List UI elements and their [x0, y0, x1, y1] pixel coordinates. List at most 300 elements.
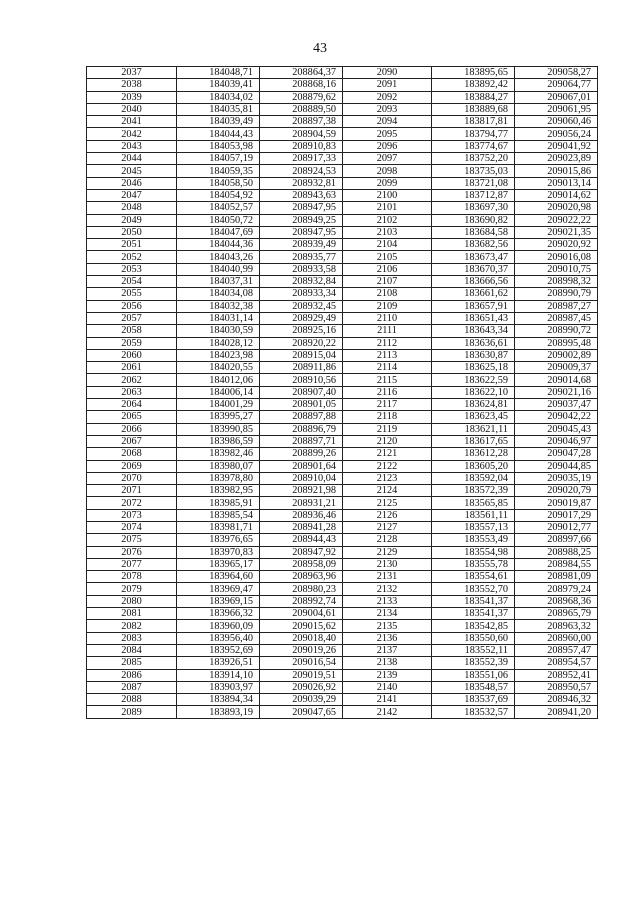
- table-row: [87, 460, 598, 472]
- y-coordinate-cell: 208958,09: [260, 558, 343, 570]
- point-number-cell: 2085: [87, 657, 177, 669]
- point-number-cell: 2066: [87, 423, 177, 435]
- y-coordinate-cell: 208990,79: [515, 288, 598, 300]
- point-number-cell: 2080: [87, 595, 177, 607]
- x-coordinate-cell: 183565,85: [432, 497, 515, 509]
- y-coordinate-cell: 208910,04: [260, 472, 343, 484]
- y-coordinate-cell: 209056,24: [515, 128, 598, 140]
- y-coordinate-cell: 209039,29: [260, 694, 343, 706]
- y-coordinate-cell: 209041,92: [515, 140, 598, 152]
- x-coordinate-cell: 183690,82: [432, 214, 515, 226]
- point-number-cell: 2104: [343, 239, 432, 251]
- point-number-cell: 2051: [87, 239, 177, 251]
- y-coordinate-cell: 208952,41: [515, 669, 598, 681]
- x-coordinate-cell: 183673,47: [432, 251, 515, 263]
- point-number-cell: 2048: [87, 202, 177, 214]
- x-coordinate-cell: 184052,57: [177, 202, 260, 214]
- point-number-cell: 2103: [343, 226, 432, 238]
- y-coordinate-cell: 208979,24: [515, 583, 598, 595]
- point-number-cell: 2099: [343, 177, 432, 189]
- x-coordinate-cell: 183893,19: [177, 706, 260, 718]
- x-coordinate-cell: 183612,28: [432, 448, 515, 460]
- x-coordinate-cell: 183982,46: [177, 448, 260, 460]
- table-row: [87, 251, 598, 263]
- x-coordinate-cell: 184043,26: [177, 251, 260, 263]
- x-coordinate-cell: 184050,72: [177, 214, 260, 226]
- point-number-cell: 2088: [87, 694, 177, 706]
- x-coordinate-cell: 183712,87: [432, 189, 515, 201]
- y-coordinate-cell: 208921,98: [260, 485, 343, 497]
- point-number-cell: 2128: [343, 534, 432, 546]
- y-coordinate-cell: 208946,32: [515, 694, 598, 706]
- point-number-cell: 2118: [343, 411, 432, 423]
- point-number-cell: 2142: [343, 706, 432, 718]
- x-coordinate-cell: 183605,20: [432, 460, 515, 472]
- table-row: [87, 435, 598, 447]
- point-number-cell: 2096: [343, 140, 432, 152]
- x-coordinate-cell: 183670,37: [432, 263, 515, 275]
- table-row: [87, 399, 598, 411]
- y-coordinate-cell: 209016,54: [260, 657, 343, 669]
- point-number-cell: 2064: [87, 399, 177, 411]
- x-coordinate-cell: 183624,81: [432, 399, 515, 411]
- table-row: [87, 116, 598, 128]
- x-coordinate-cell: 183661,62: [432, 288, 515, 300]
- table-row: [87, 644, 598, 656]
- table-row: [87, 214, 598, 226]
- point-number-cell: 2109: [343, 300, 432, 312]
- table-row: [87, 608, 598, 620]
- x-coordinate-cell: 183554,61: [432, 571, 515, 583]
- table-row: [87, 534, 598, 546]
- x-coordinate-cell: 183969,15: [177, 595, 260, 607]
- x-coordinate-cell: 183889,68: [432, 103, 515, 115]
- x-coordinate-cell: 183752,20: [432, 153, 515, 165]
- x-coordinate-cell: 183985,54: [177, 509, 260, 521]
- table-row: [87, 485, 598, 497]
- y-coordinate-cell: 209019,51: [260, 669, 343, 681]
- point-number-cell: 2068: [87, 448, 177, 460]
- x-coordinate-cell: 183986,59: [177, 435, 260, 447]
- y-coordinate-cell: 208987,45: [515, 312, 598, 324]
- table-row: [87, 263, 598, 275]
- point-number-cell: 2071: [87, 485, 177, 497]
- point-number-cell: 2092: [343, 91, 432, 103]
- point-number-cell: 2124: [343, 485, 432, 497]
- x-coordinate-cell: 184031,14: [177, 312, 260, 324]
- point-number-cell: 2100: [343, 189, 432, 201]
- x-coordinate-cell: 184039,49: [177, 116, 260, 128]
- table-row: [87, 583, 598, 595]
- table-row: [87, 362, 598, 374]
- table-row: [87, 226, 598, 238]
- y-coordinate-cell: 208901,64: [260, 460, 343, 472]
- y-coordinate-cell: 208901,05: [260, 399, 343, 411]
- point-number-cell: 2102: [343, 214, 432, 226]
- y-coordinate-cell: 209019,87: [515, 497, 598, 509]
- x-coordinate-cell: 183552,39: [432, 657, 515, 669]
- point-number-cell: 2105: [343, 251, 432, 263]
- table-row: [87, 312, 598, 324]
- point-number-cell: 2055: [87, 288, 177, 300]
- y-coordinate-cell: 209061,95: [515, 103, 598, 115]
- y-coordinate-cell: 209004,61: [260, 608, 343, 620]
- point-number-cell: 2094: [343, 116, 432, 128]
- y-coordinate-cell: 208917,33: [260, 153, 343, 165]
- point-number-cell: 2125: [343, 497, 432, 509]
- table-row: [87, 140, 598, 152]
- x-coordinate-cell: 184040,99: [177, 263, 260, 275]
- point-number-cell: 2046: [87, 177, 177, 189]
- x-coordinate-cell: 183982,95: [177, 485, 260, 497]
- point-number-cell: 2116: [343, 386, 432, 398]
- x-coordinate-cell: 183981,71: [177, 521, 260, 533]
- x-coordinate-cell: 184044,43: [177, 128, 260, 140]
- y-coordinate-cell: 208933,34: [260, 288, 343, 300]
- y-coordinate-cell: 208957,47: [515, 644, 598, 656]
- y-coordinate-cell: 208941,20: [515, 706, 598, 718]
- x-coordinate-cell: 183684,58: [432, 226, 515, 238]
- y-coordinate-cell: 208932,84: [260, 276, 343, 288]
- x-coordinate-cell: 183960,09: [177, 620, 260, 632]
- point-number-cell: 2113: [343, 349, 432, 361]
- y-coordinate-cell: 209058,27: [515, 67, 598, 79]
- y-coordinate-cell: 208947,95: [260, 202, 343, 214]
- x-coordinate-cell: 183970,83: [177, 546, 260, 558]
- y-coordinate-cell: 208920,22: [260, 337, 343, 349]
- table-row: [87, 620, 598, 632]
- y-coordinate-cell: 208932,81: [260, 177, 343, 189]
- y-coordinate-cell: 208911,86: [260, 362, 343, 374]
- y-coordinate-cell: 209021,35: [515, 226, 598, 238]
- point-number-cell: 2141: [343, 694, 432, 706]
- y-coordinate-cell: 209042,22: [515, 411, 598, 423]
- point-number-cell: 2061: [87, 362, 177, 374]
- table-row: [87, 472, 598, 484]
- x-coordinate-cell: 184020,55: [177, 362, 260, 374]
- point-number-cell: 2065: [87, 411, 177, 423]
- x-coordinate-cell: 183532,57: [432, 706, 515, 718]
- table-row: [87, 595, 598, 607]
- point-number-cell: 2086: [87, 669, 177, 681]
- table-row: [87, 706, 598, 718]
- y-coordinate-cell: 209010,75: [515, 263, 598, 275]
- x-coordinate-cell: 183952,69: [177, 644, 260, 656]
- x-coordinate-cell: 184012,06: [177, 374, 260, 386]
- y-coordinate-cell: 208924,53: [260, 165, 343, 177]
- point-number-cell: 2136: [343, 632, 432, 644]
- y-coordinate-cell: 209019,26: [260, 644, 343, 656]
- x-coordinate-cell: 183682,56: [432, 239, 515, 251]
- point-number-cell: 2083: [87, 632, 177, 644]
- table-row: [87, 177, 598, 189]
- y-coordinate-cell: 209046,97: [515, 435, 598, 447]
- y-coordinate-cell: 208889,50: [260, 103, 343, 115]
- point-number-cell: 2119: [343, 423, 432, 435]
- y-coordinate-cell: 209009,37: [515, 362, 598, 374]
- y-coordinate-cell: 208897,38: [260, 116, 343, 128]
- x-coordinate-cell: 184047,69: [177, 226, 260, 238]
- y-coordinate-cell: 209015,86: [515, 165, 598, 177]
- point-number-cell: 2054: [87, 276, 177, 288]
- table-row: [87, 79, 598, 91]
- y-coordinate-cell: 208947,95: [260, 226, 343, 238]
- point-number-cell: 2060: [87, 349, 177, 361]
- y-coordinate-cell: 208941,28: [260, 521, 343, 533]
- point-number-cell: 2037: [87, 67, 177, 79]
- y-coordinate-cell: 208933,58: [260, 263, 343, 275]
- x-coordinate-cell: 183551,06: [432, 669, 515, 681]
- point-number-cell: 2138: [343, 657, 432, 669]
- y-coordinate-cell: 209017,29: [515, 509, 598, 521]
- y-coordinate-cell: 208963,96: [260, 571, 343, 583]
- x-coordinate-cell: 183554,98: [432, 546, 515, 558]
- point-number-cell: 2137: [343, 644, 432, 656]
- point-number-cell: 2095: [343, 128, 432, 140]
- y-coordinate-cell: 208984,55: [515, 558, 598, 570]
- y-coordinate-cell: 209037,47: [515, 399, 598, 411]
- y-coordinate-cell: 208897,88: [260, 411, 343, 423]
- point-number-cell: 2114: [343, 362, 432, 374]
- point-number-cell: 2079: [87, 583, 177, 595]
- y-coordinate-cell: 208931,21: [260, 497, 343, 509]
- y-coordinate-cell: 208925,16: [260, 325, 343, 337]
- x-coordinate-cell: 183978,80: [177, 472, 260, 484]
- y-coordinate-cell: 208864,37: [260, 67, 343, 79]
- point-number-cell: 2041: [87, 116, 177, 128]
- point-number-cell: 2084: [87, 644, 177, 656]
- y-coordinate-cell: 209016,08: [515, 251, 598, 263]
- x-coordinate-cell: 183926,51: [177, 657, 260, 669]
- y-coordinate-cell: 208988,25: [515, 546, 598, 558]
- x-coordinate-cell: 184034,08: [177, 288, 260, 300]
- y-coordinate-cell: 208897,71: [260, 435, 343, 447]
- y-coordinate-cell: 209067,01: [515, 91, 598, 103]
- x-coordinate-cell: 183643,34: [432, 325, 515, 337]
- x-coordinate-cell: 183990,85: [177, 423, 260, 435]
- x-coordinate-cell: 183666,56: [432, 276, 515, 288]
- y-coordinate-cell: 209045,43: [515, 423, 598, 435]
- y-coordinate-cell: 208954,57: [515, 657, 598, 669]
- point-number-cell: 2106: [343, 263, 432, 275]
- point-number-cell: 2132: [343, 583, 432, 595]
- y-coordinate-cell: 209047,65: [260, 706, 343, 718]
- x-coordinate-cell: 183542,85: [432, 620, 515, 632]
- x-coordinate-cell: 183969,47: [177, 583, 260, 595]
- point-number-cell: 2121: [343, 448, 432, 460]
- x-coordinate-cell: 183884,27: [432, 91, 515, 103]
- y-coordinate-cell: 208968,36: [515, 595, 598, 607]
- x-coordinate-cell: 183735,03: [432, 165, 515, 177]
- x-coordinate-cell: 183817,81: [432, 116, 515, 128]
- y-coordinate-cell: 209020,79: [515, 485, 598, 497]
- point-number-cell: 2133: [343, 595, 432, 607]
- y-coordinate-cell: 208904,59: [260, 128, 343, 140]
- x-coordinate-cell: 184057,19: [177, 153, 260, 165]
- point-number-cell: 2131: [343, 571, 432, 583]
- x-coordinate-cell: 184048,71: [177, 67, 260, 79]
- point-number-cell: 2127: [343, 521, 432, 533]
- table-row: [87, 632, 598, 644]
- point-number-cell: 2123: [343, 472, 432, 484]
- point-number-cell: 2053: [87, 263, 177, 275]
- point-number-cell: 2082: [87, 620, 177, 632]
- y-coordinate-cell: 208907,40: [260, 386, 343, 398]
- point-number-cell: 2050: [87, 226, 177, 238]
- y-coordinate-cell: 208980,23: [260, 583, 343, 595]
- x-coordinate-cell: 183956,40: [177, 632, 260, 644]
- point-number-cell: 2038: [87, 79, 177, 91]
- x-coordinate-cell: 183895,65: [432, 67, 515, 79]
- point-number-cell: 2135: [343, 620, 432, 632]
- point-number-cell: 2093: [343, 103, 432, 115]
- y-coordinate-cell: 209035,19: [515, 472, 598, 484]
- point-number-cell: 2044: [87, 153, 177, 165]
- y-coordinate-cell: 209023,89: [515, 153, 598, 165]
- y-coordinate-cell: 208947,92: [260, 546, 343, 558]
- point-number-cell: 2043: [87, 140, 177, 152]
- y-coordinate-cell: 209060,46: [515, 116, 598, 128]
- point-number-cell: 2139: [343, 669, 432, 681]
- x-coordinate-cell: 184039,41: [177, 79, 260, 91]
- x-coordinate-cell: 183964,60: [177, 571, 260, 583]
- y-coordinate-cell: 208997,66: [515, 534, 598, 546]
- y-coordinate-cell: 209064,77: [515, 79, 598, 91]
- x-coordinate-cell: 183541,37: [432, 595, 515, 607]
- x-coordinate-cell: 183617,65: [432, 435, 515, 447]
- y-coordinate-cell: 208896,79: [260, 423, 343, 435]
- point-number-cell: 2117: [343, 399, 432, 411]
- point-number-cell: 2057: [87, 312, 177, 324]
- table-row: [87, 325, 598, 337]
- x-coordinate-cell: 184054,92: [177, 189, 260, 201]
- y-coordinate-cell: 208963,32: [515, 620, 598, 632]
- x-coordinate-cell: 184059,35: [177, 165, 260, 177]
- point-number-cell: 2067: [87, 435, 177, 447]
- x-coordinate-cell: 183552,70: [432, 583, 515, 595]
- point-number-cell: 2076: [87, 546, 177, 558]
- point-number-cell: 2108: [343, 288, 432, 300]
- coordinates-table: [86, 66, 598, 719]
- y-coordinate-cell: 209013,14: [515, 177, 598, 189]
- table-row: [87, 448, 598, 460]
- x-coordinate-cell: 184037,31: [177, 276, 260, 288]
- point-number-cell: 2062: [87, 374, 177, 386]
- y-coordinate-cell: 209026,92: [260, 681, 343, 693]
- x-coordinate-cell: 183622,59: [432, 374, 515, 386]
- point-number-cell: 2140: [343, 681, 432, 693]
- y-coordinate-cell: 208939,49: [260, 239, 343, 251]
- x-coordinate-cell: 183630,87: [432, 349, 515, 361]
- table-row: [87, 423, 598, 435]
- y-coordinate-cell: 208929,49: [260, 312, 343, 324]
- x-coordinate-cell: 183623,45: [432, 411, 515, 423]
- point-number-cell: 2122: [343, 460, 432, 472]
- point-number-cell: 2049: [87, 214, 177, 226]
- table-row: [87, 509, 598, 521]
- y-coordinate-cell: 209047,28: [515, 448, 598, 460]
- point-number-cell: 2115: [343, 374, 432, 386]
- y-coordinate-cell: 208944,43: [260, 534, 343, 546]
- point-number-cell: 2097: [343, 153, 432, 165]
- x-coordinate-cell: 183976,65: [177, 534, 260, 546]
- table-row: [87, 571, 598, 583]
- x-coordinate-cell: 184053,98: [177, 140, 260, 152]
- point-number-cell: 2059: [87, 337, 177, 349]
- x-coordinate-cell: 183697,30: [432, 202, 515, 214]
- y-coordinate-cell: 208950,57: [515, 681, 598, 693]
- x-coordinate-cell: 183555,78: [432, 558, 515, 570]
- x-coordinate-cell: 184028,12: [177, 337, 260, 349]
- x-coordinate-cell: 184035,81: [177, 103, 260, 115]
- table-row: [87, 239, 598, 251]
- table-row: [87, 694, 598, 706]
- point-number-cell: 2130: [343, 558, 432, 570]
- point-number-cell: 2110: [343, 312, 432, 324]
- y-coordinate-cell: 208910,56: [260, 374, 343, 386]
- point-number-cell: 2112: [343, 337, 432, 349]
- point-number-cell: 2087: [87, 681, 177, 693]
- x-coordinate-cell: 183548,57: [432, 681, 515, 693]
- point-number-cell: 2134: [343, 608, 432, 620]
- table-row: [87, 103, 598, 115]
- x-coordinate-cell: 183903,97: [177, 681, 260, 693]
- point-number-cell: 2120: [343, 435, 432, 447]
- y-coordinate-cell: 208899,26: [260, 448, 343, 460]
- x-coordinate-cell: 183894,34: [177, 694, 260, 706]
- x-coordinate-cell: 184030,59: [177, 325, 260, 337]
- coordinates-table-body: [87, 67, 598, 719]
- y-coordinate-cell: 208960,00: [515, 632, 598, 644]
- y-coordinate-cell: 208935,77: [260, 251, 343, 263]
- point-number-cell: 2077: [87, 558, 177, 570]
- y-coordinate-cell: 209020,98: [515, 202, 598, 214]
- x-coordinate-cell: 183592,04: [432, 472, 515, 484]
- table-row: [87, 411, 598, 423]
- point-number-cell: 2078: [87, 571, 177, 583]
- point-number-cell: 2072: [87, 497, 177, 509]
- table-row: [87, 657, 598, 669]
- point-number-cell: 2070: [87, 472, 177, 484]
- point-number-cell: 2091: [343, 79, 432, 91]
- point-number-cell: 2040: [87, 103, 177, 115]
- x-coordinate-cell: 184023,98: [177, 349, 260, 361]
- point-number-cell: 2047: [87, 189, 177, 201]
- table-row: [87, 349, 598, 361]
- y-coordinate-cell: 209014,68: [515, 374, 598, 386]
- x-coordinate-cell: 183537,69: [432, 694, 515, 706]
- table-row: [87, 276, 598, 288]
- y-coordinate-cell: 209014,62: [515, 189, 598, 201]
- table-row: [87, 521, 598, 533]
- table-row: [87, 91, 598, 103]
- y-coordinate-cell: 208868,16: [260, 79, 343, 91]
- x-coordinate-cell: 183625,18: [432, 362, 515, 374]
- x-coordinate-cell: 183794,77: [432, 128, 515, 140]
- point-number-cell: 2089: [87, 706, 177, 718]
- table-row: [87, 202, 598, 214]
- y-coordinate-cell: 208943,63: [260, 189, 343, 201]
- y-coordinate-cell: 209002,89: [515, 349, 598, 361]
- point-number-cell: 2045: [87, 165, 177, 177]
- x-coordinate-cell: 184044,36: [177, 239, 260, 251]
- point-number-cell: 2101: [343, 202, 432, 214]
- x-coordinate-cell: 183553,49: [432, 534, 515, 546]
- x-coordinate-cell: 183651,43: [432, 312, 515, 324]
- x-coordinate-cell: 183622,10: [432, 386, 515, 398]
- x-coordinate-cell: 183774,67: [432, 140, 515, 152]
- table-row: [87, 681, 598, 693]
